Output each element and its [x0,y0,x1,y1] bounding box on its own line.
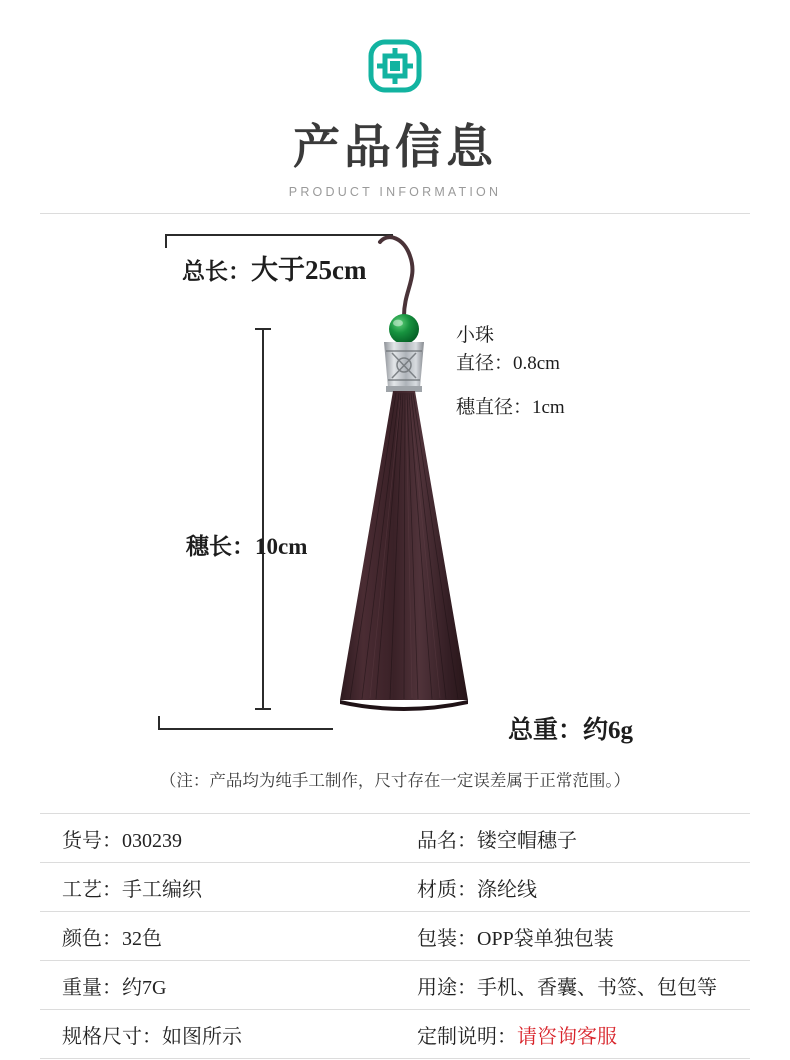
spec-cell-material [395,873,750,902]
table-row [40,1010,750,1059]
guide-tick-tassel-bottom [255,708,271,710]
spec-key: 货号： [62,829,122,852]
product-figure [0,220,790,765]
label-tassel-diameter: 穗直径：1cm [456,397,565,418]
label-total-length-value: 大于25cm [251,255,367,285]
spec-value: 030239 [122,829,182,852]
spec-key: 材质： [417,878,477,901]
figure-note: （注：产品均为纯手工制作，尺寸存在一定误差属于正常范围。） [159,771,631,790]
spec-value: 手机、香囊、书签、包包等 [477,976,717,999]
spec-cell-color [40,922,395,951]
endless-knot-logo-icon [363,34,427,98]
spec-key: 颜色： [62,927,122,950]
spec-cell-craft [40,873,395,902]
table-row [40,912,750,961]
spec-value: 如图所示 [162,1025,242,1048]
spec-cell-item-no [40,824,395,853]
page-header [0,0,790,214]
page-title: 产品信息 [293,122,497,174]
spec-key: 用途： [417,976,477,999]
spec-key: 工艺： [62,878,122,901]
spec-table [40,813,750,1059]
label-total-weight: 总重：约6g [508,717,634,744]
label-tassel-length: 穗长：10cm [186,534,308,559]
spec-key: 重量： [62,976,122,999]
spec-value: 手工编织 [122,878,202,901]
label-total-length-key: 总长： [182,259,251,284]
guide-tick-bottom [158,716,160,730]
spec-key: 定制说明： [417,1025,517,1048]
spec-key: 包装： [417,927,477,950]
page-subtitle: PRODUCT INFORMATION [288,185,502,199]
table-row [40,814,750,863]
guide-tick-tassel-top [255,328,271,330]
spec-key: 品名： [417,829,477,852]
spec-cell-packaging [395,922,750,951]
label-bead-diameter: 直径：0.8cm [456,353,560,374]
spec-cell-dimensions [40,1020,395,1049]
spec-value: OPP袋单独包装 [477,927,614,950]
label-total-length [182,248,366,287]
spec-value: 32色 [122,927,162,950]
spec-value: 约7G [122,976,167,999]
spec-value: 镂空帽穗子 [477,829,577,852]
table-row [40,863,750,912]
spec-value: 涤纶线 [477,878,537,901]
spec-cell-usage [395,971,750,1000]
guide-tick-top [165,234,167,248]
table-row [40,961,750,1010]
spec-key: 规格尺寸： [62,1025,162,1048]
spec-cell-product-name [395,824,750,853]
header-divider [40,213,750,214]
spec-value-contact-service[interactable]: 请咨询客服 [517,1025,617,1048]
tassel-illustration [300,220,510,725]
spec-cell-customization [395,1020,750,1049]
guide-line-tassel-length [262,328,264,710]
guide-line-bottom [158,728,333,730]
label-bead-title: 小珠 [456,325,495,346]
spec-cell-weight [40,971,395,1000]
